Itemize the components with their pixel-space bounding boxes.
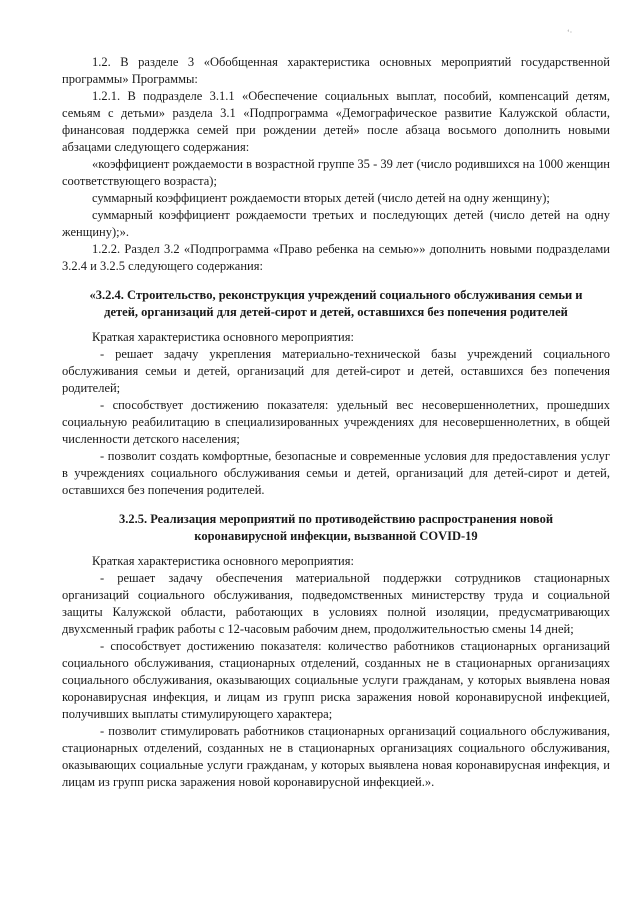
section-3-2-5-item-2: - способствует достижению показателя: количество работников стационарных организаций социального обслуживания, стационарных отделений, созданных не в стационарных организациях социального обслуживания, оказывающих социальные услуги гражданам, у которых выявлена новая коронавирусная инфекция, и лицам из групп риска заражения новой коронавирусной инфекцией, получивших выплаты стимулирующего характера; bbox=[62, 639, 610, 721]
section-3-2-4-intro: Краткая характеристика основного мероприятия: bbox=[92, 330, 354, 344]
section-3-2-5-intro: Краткая характеристика основного мероприятия: bbox=[92, 554, 354, 568]
paragraph-second-children: суммарный коэффициент рождаемости вторых детей (число детей на одну женщину); bbox=[92, 191, 550, 205]
section-heading-3-2-4: «3.2.4. Строительство, реконструкция учреждений социального обслуживания семьи и детей, организаций для детей-сирот и детей, оставшихся без попечения родителей bbox=[89, 288, 583, 319]
paragraph-1-2-1: 1.2.1. В подразделе 3.1.1 «Обеспечение социальных выплат, пособий, компенсаций детям, семьям с детьми» раздела 3.1 «Подпрограмма «Демографическое развитие Калужской области, финансовая поддержка семей при рождении детей» после абзаца восьмого дополнить новыми абзацами следующего содержания: bbox=[62, 89, 610, 154]
section-3-2-5-item-3: - позволит стимулировать работников стационарных организаций социального обслуживания, стационарных отделений, созданных не в стационарных организациях социального обслуживания, оказывающих социальные услуги гражданам, у которых выявлена новая коронавирусная инфекция, и лицам из групп риска заражения новой коронавирусной инфекцией.». bbox=[62, 724, 610, 789]
scan-mark: ‘· bbox=[567, 28, 573, 37]
paragraph-1-2: 1.2. В разделе 3 «Обобщенная характеристика основных мероприятий государственной программы» Программы: bbox=[62, 55, 610, 86]
paragraph-1-2-2: 1.2.2. Раздел 3.2 «Подпрограмма «Право ребенка на семью»» дополнить новыми подразделами 3.2.4 и 3.2.5 следующего содержания: bbox=[62, 242, 610, 273]
paragraph-birth-rate-35-39: «коэффициент рождаемости в возрастной группе 35 - 39 лет (число родившихся на 1000 женщин соответствующего возраста); bbox=[62, 157, 610, 188]
section-heading-3-2-5: 3.2.5. Реализация мероприятий по противодействию распространения новой коронавирусной инфекции, вызванной COVID-19 bbox=[118, 512, 554, 543]
document-body bbox=[62, 54, 610, 791]
paragraph-third-children: суммарный коэффициент рождаемости третьих и последующих детей (число детей на одну женщину);». bbox=[62, 208, 610, 239]
section-3-2-4-item-1: - решает задачу укрепления материально-технической базы учреждений социального обслуживания семьи и детей, организаций для детей-сирот и детей, оставшихся без попечения родителей; bbox=[62, 347, 610, 395]
section-3-2-4-item-3: - позволит создать комфортные, безопасные и современные условия для предоставления услуг в учреждениях социального обслуживания семьи и детей, организаций для детей-сирот и детей, оставшихся без попечения родителей. bbox=[62, 449, 610, 497]
section-3-2-5-item-1: - решает задачу обеспечения материальной поддержки сотрудников стационарных организаций социального обслуживания, подведомственных министерству труда и социальной защиты Калужской области, работающих в условиях полной изоляции, предусматривающих двухсменный график работы с 12-часовым рабочим днем, продолжительностью смены 14 дней; bbox=[62, 571, 610, 636]
section-3-2-4-item-2: - способствует достижению показателя: удельный вес несовершеннолетних, прошедших социальную реабилитацию в специализированных учреждениях для несовершеннолетних, в общей численности детского населения; bbox=[62, 398, 610, 446]
